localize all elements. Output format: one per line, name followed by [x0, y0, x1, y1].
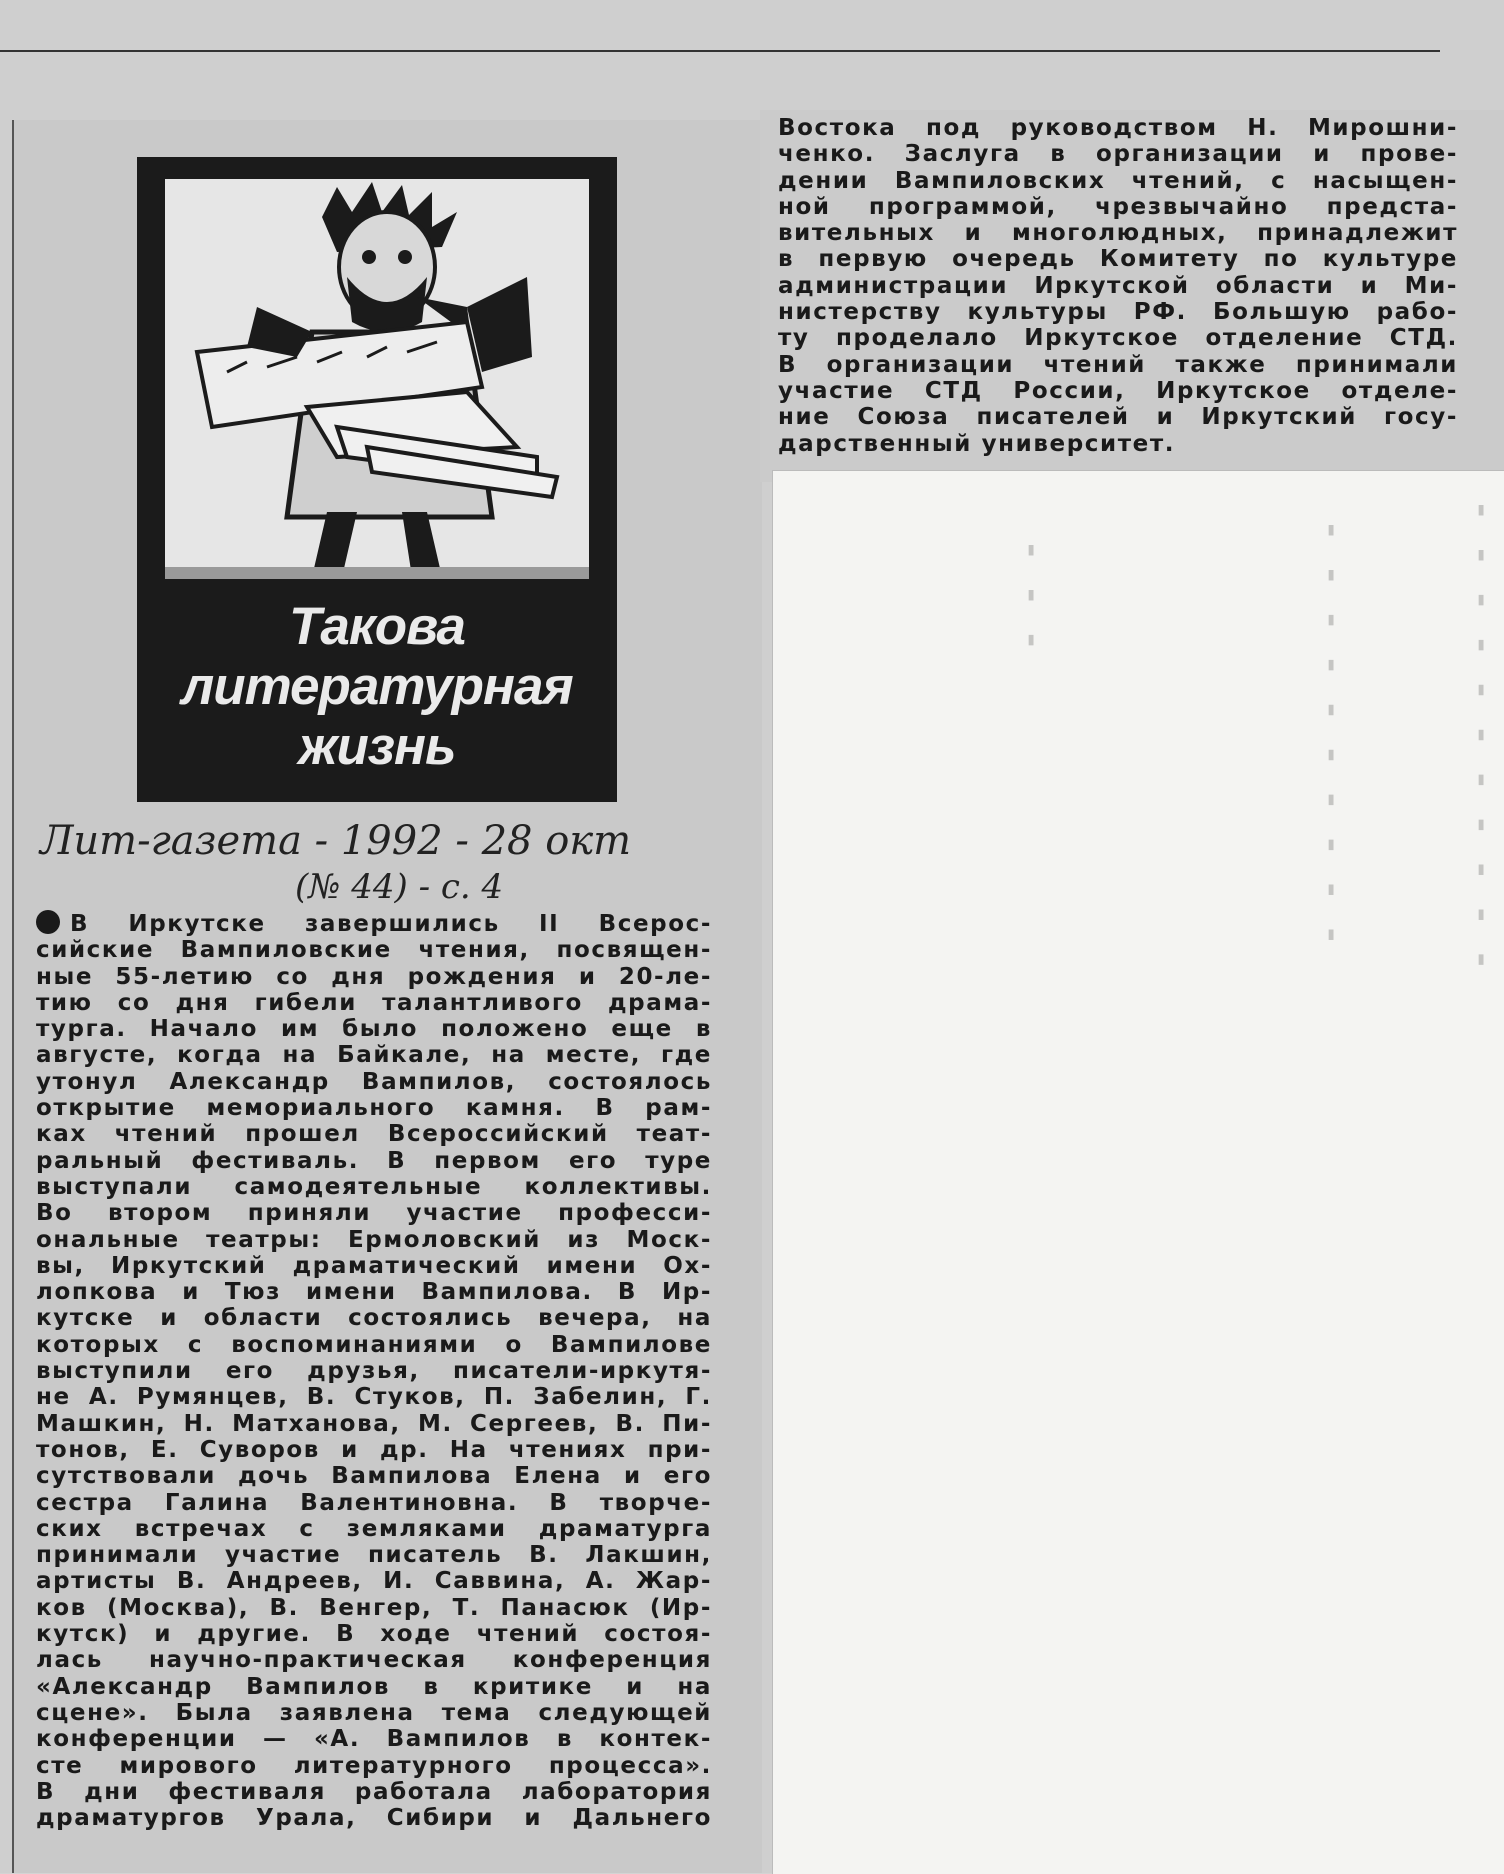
column-header-illustration: [137, 157, 617, 802]
article-line-text: В Иркутске завершились II Всерос-: [70, 911, 712, 937]
article-line: сутствовали дочь Вампилова Елена и его: [36, 1463, 712, 1490]
article-line: открытие мемориального камня. В рам-: [36, 1095, 712, 1122]
bleed-through-text: ‑ ‑ ‑ ‑ ‑ ‑ ‑ ‑ ‑ ‑: [1310, 520, 1350, 947]
article-line: сцене». Была заявлена тема следующей: [36, 1699, 712, 1726]
article-line: Во втором приняли участие професси-: [36, 1200, 712, 1227]
article-line: В дни фестиваля работала лаборатория: [36, 1778, 712, 1805]
article-line: нистерству культуры РФ. Большую рабо-: [778, 299, 1458, 326]
column-title: [137, 597, 617, 777]
article-line: лась научно-практическая конференция: [36, 1647, 712, 1674]
article-line: [36, 910, 712, 937]
article-line: Машкин, Н. Матханова, М. Сергеев, В. Пи-: [36, 1410, 712, 1437]
article-line: вительных и многолюдных, принадлежит: [778, 220, 1458, 247]
article-line: Востока под руководством Н. Мирошни-: [778, 115, 1458, 141]
article-line: ональные театры: Ермоловский из Моск-: [36, 1226, 712, 1253]
bleed-through-text: ‑ ‑ ‑: [1010, 540, 1050, 653]
article-line: участие СТД России, Иркутское отделе-: [778, 377, 1458, 404]
article-line: дении Вампиловских чтений, с насыщен-: [778, 167, 1458, 194]
article-line: лопкова и Тюз имени Вампилова. В Ир-: [36, 1279, 712, 1306]
article-line: турга. Начало им было положено еще в: [36, 1016, 712, 1043]
article-line: в первую очередь Комитету по культуре: [778, 246, 1458, 273]
article-line: сте мирового литературного процесса».: [36, 1752, 712, 1779]
top-rule: [0, 50, 1440, 52]
column-title-line: жизнь: [298, 717, 456, 776]
article-line: драматургов Урала, Сибири и Дальнего: [36, 1805, 712, 1832]
article-line: ских встречах с земляками драматурга: [36, 1515, 712, 1542]
article-line: ной программой, чрезвычайно предста-: [778, 193, 1458, 220]
article-line: артисты В. Андреев, И. Саввина, А. Жар-: [36, 1568, 712, 1595]
article-line: ту проделало Иркутское отделение СТД.: [778, 325, 1458, 352]
article-line: ральный фестиваль. В первом его туре: [36, 1147, 712, 1174]
article-right-column: [778, 115, 1458, 457]
article-line: не А. Румянцев, В. Стуков, П. Забелин, Г.: [36, 1384, 712, 1411]
backing-paper: [772, 470, 1504, 1874]
column-title-line: Такова: [289, 597, 465, 656]
article-line: сестра Галина Валентиновна. В творче-: [36, 1489, 712, 1516]
article-line: администрации Иркутской области и Ми-: [778, 272, 1458, 299]
article-line: выступали самодеятельные коллективы.: [36, 1173, 712, 1200]
article-line: кутск) и другие. В ходе чтений состоя-: [36, 1621, 712, 1648]
article-line: ков (Москва), В. Венгер, Т. Панасюк (Ир-: [36, 1594, 712, 1621]
article-line: ние Союза писателей и Иркутский госу-: [778, 404, 1458, 431]
article-line: кутске и области состоялись вечера, на: [36, 1305, 712, 1332]
article-line: августе, когда на Байкале, на месте, где: [36, 1042, 712, 1069]
article-line: выступили его друзья, писатели-иркутя-: [36, 1358, 712, 1385]
article-line: вы, Иркутский драматический имени Ох-: [36, 1252, 712, 1279]
handwritten-note-line: Лит-газета - 1992 - 28 окт: [40, 818, 632, 864]
article-line: тию со дня гибели талантливого драма-: [36, 989, 712, 1016]
article-line: ченко. Заслуга в организации и прове-: [778, 141, 1458, 168]
bleed-through-text: - ‑ ‑ ‑ ‑ ‑ ‑ ‑ ‑ ‑ ‑: [1460, 500, 1500, 972]
article-line: В организации чтений также принимали: [778, 351, 1458, 378]
handwritten-note-line: (№ 44) - с. 4: [295, 867, 504, 907]
article-line: конференции — «А. Вампилов в контек-: [36, 1726, 712, 1753]
article-left-column: [36, 910, 712, 1831]
paragraph-bullet-icon: [36, 910, 60, 934]
article-line: дарственный университет.: [778, 430, 1176, 457]
article-line: ках чтений прошел Всероссийский теат-: [36, 1121, 712, 1148]
article-line: ные 55-летию со дня рождения и 20-ле-: [36, 963, 712, 990]
article-line: которых с воспоминаниями о Вампилове: [36, 1331, 712, 1358]
article-line: тонов, Е. Суворов и др. На чтениях при-: [36, 1436, 712, 1463]
article-line: сийские Вампиловские чтения, посвящен-: [36, 937, 712, 964]
handwritten-source-note: [40, 818, 760, 910]
column-title-line: литературная: [181, 657, 573, 716]
article-line: «Александр Вампилов в критике и на: [36, 1673, 712, 1700]
article-line: принимали участие писатель В. Лакшин,: [36, 1542, 712, 1569]
article-line: утонул Александр Вампилов, состоялось: [36, 1068, 712, 1095]
